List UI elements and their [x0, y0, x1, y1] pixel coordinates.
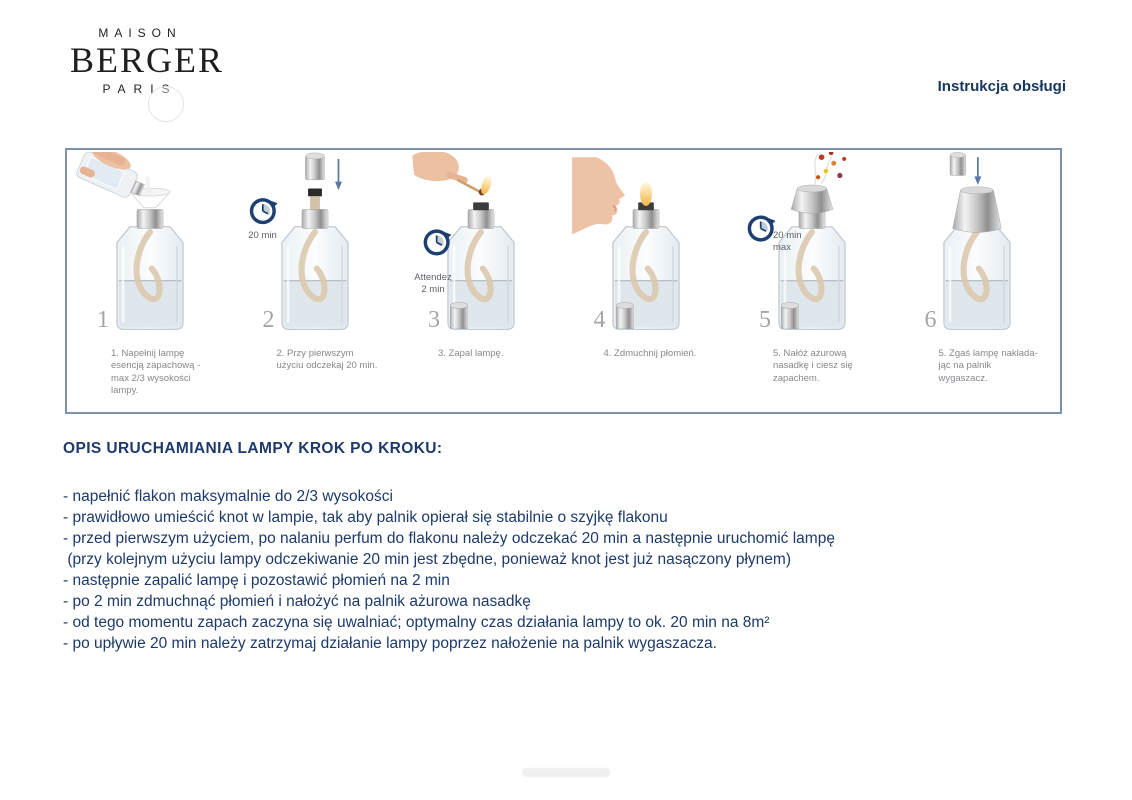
timer-label [773, 230, 823, 254]
steps-illustration-box [65, 148, 1062, 414]
step-3 [398, 150, 564, 412]
brand-logo [70, 26, 225, 96]
step-caption: 3. Zapal lampę. [438, 348, 504, 359]
step-caption: 2. Przy pierwszym użyciu odczekaj 20 min. [276, 348, 378, 372]
instruction-line: (przy kolejnym użyciu lampy odczekiwanie 20 min jest zbędne, ponieważ knot jest już nasączony płynem) [63, 551, 791, 568]
burner-cap-icon [781, 302, 799, 329]
step-number: 2 [262, 307, 275, 333]
timer-label [398, 272, 468, 296]
page-title: Instrukcja obsługi [937, 78, 1066, 95]
instruction-line: - napełnić flakon maksymalnie do 2/3 wysokości [63, 488, 393, 505]
instruction-line: - od tego momentu zapach zaczyna się uwalniać; optymalny czas działania lampy to ok. 20 min na 8m² [63, 614, 770, 631]
hand-with-match-icon [412, 152, 493, 195]
timer-label: 20 min [248, 230, 277, 241]
step-5 [729, 150, 895, 412]
logo-paris: PARIS [102, 82, 178, 96]
snuffer-cap-icon [950, 152, 966, 175]
step-number: 3 [428, 307, 440, 333]
section-heading: OPIS URUCHAMIANIA LAMPY KROK PO KROKU: [63, 440, 443, 457]
face-profile-icon [572, 157, 625, 234]
step-2 [233, 150, 399, 412]
step-number: 5 [759, 307, 771, 333]
burner-cap-icon [616, 302, 634, 329]
step-caption: 1. Napełnij lampę esencją zapachową - max 2/3 wysokości lampy. [111, 348, 201, 397]
timer-line-2: max [773, 241, 791, 253]
burner-cap-icon [450, 302, 468, 329]
instruction-line: - przed pierwszym użyciem, po nalaniu perfum do flakonu należy odczekać 20 min a następnie uruchomić lampę [63, 530, 835, 547]
step-number: 4 [593, 307, 606, 333]
timer-line-1: Attendez [414, 272, 452, 283]
instruction-line: - prawidłowo umieścić knot w lampie, tak aby palnik opierał się stabilnie o szyjkę flakonu [63, 509, 668, 526]
step-1 [67, 150, 233, 412]
petals-icon [814, 152, 846, 185]
step-caption: 5. Zgaś lampę naklada- jąc na palnik wygaszacz. [938, 348, 1038, 384]
step-number: 6 [924, 307, 937, 333]
instruction-line: - po 2 min zdmuchnąć płomień i nałożyć na palnik ażurowa nasadkę [63, 593, 531, 610]
timer-line-2: 2 min [421, 283, 445, 295]
logo-berger: BERGER [70, 40, 225, 80]
watermark [522, 768, 610, 777]
instruction-line: - następnie zapalić lampę i pozostawić płomień na 2 min [63, 572, 450, 589]
step-4 [564, 150, 730, 412]
instructions-text-section [63, 440, 923, 654]
step-caption: 4. Zdmuchnij płomień. [603, 348, 697, 359]
instruction-line: - po upływie 20 min należy zatrzymaj działanie lampy poprzez nałożenie na palnik wygaszacza. [63, 635, 717, 652]
timer-line-1: 20 min [773, 230, 802, 241]
logo-maison: MAISON [98, 26, 182, 40]
step-6 [895, 150, 1061, 412]
step-caption: 5. Nałóż ażurową nasadkę i ciesz się zapachem. [773, 348, 853, 384]
step-number: 1 [97, 307, 109, 333]
